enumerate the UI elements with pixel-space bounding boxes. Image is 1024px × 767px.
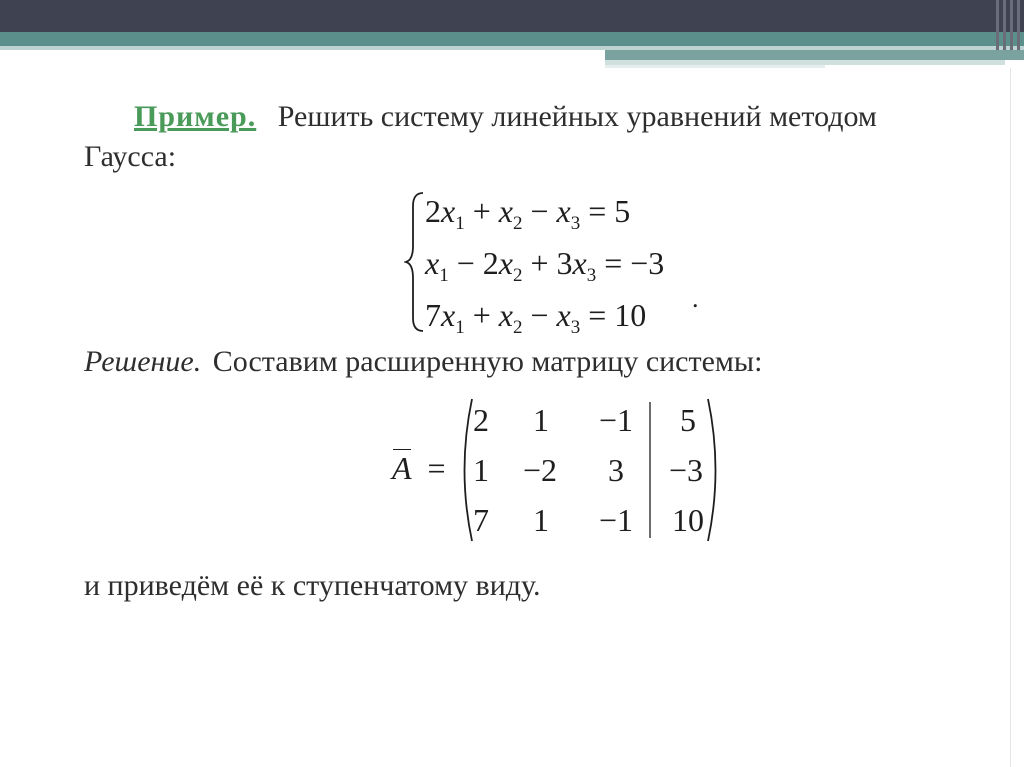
matrix-cell: 2 (473, 402, 489, 438)
matrix-name: A = (392, 450, 446, 486)
example-text: Решить систему линейных уравнений методом (277, 100, 877, 133)
header-vertical-bar (1003, 0, 1006, 50)
matrix-cell: 5 (680, 402, 696, 438)
system-brace (404, 190, 426, 334)
header-step-bar (605, 65, 825, 68)
matrix-cell: 1 (473, 452, 489, 488)
matrix-name-overline (393, 449, 411, 450)
header-vertical-bar (1010, 0, 1013, 50)
matrix-cell: −1 (598, 502, 634, 538)
slide-right-border (1010, 68, 1011, 767)
equation-3: $7x_1 + x_2 - x_3 = 10$ (425, 297, 647, 338)
solution-label: Решение. (84, 345, 202, 378)
header-vertical-bar (996, 0, 999, 50)
equation-1: $2x_1 + x_2 - x_3 = 5$ (425, 193, 631, 234)
matrix-cell: 1 (533, 502, 549, 538)
matrix-cell: 10 (672, 502, 704, 538)
solution-line (84, 344, 762, 380)
matrix-cell: 3 (608, 452, 624, 488)
matrix-cell: −3 (668, 452, 704, 488)
header-step-bar (605, 50, 1024, 60)
equation-2: $x_1 - 2x_2 + 3x_3 = -3$ (425, 245, 665, 286)
matrix-cell: 7 (473, 502, 489, 538)
system-terminator: . (692, 284, 699, 313)
header-band (0, 0, 1024, 32)
example-label: Пример. (134, 100, 257, 133)
conclusion-text: и приведём её к ступенчатому виду. (84, 569, 541, 602)
solution-text: Составим расширенную матрицу системы: (212, 345, 763, 378)
matrix-cell: 1 (533, 402, 549, 438)
example-text-continuation: Гаусса: (84, 140, 177, 173)
matrix-cell: −2 (522, 452, 558, 488)
matrix-cell: −1 (598, 402, 634, 438)
header-accent-band (0, 32, 1024, 46)
example-heading (134, 99, 877, 135)
header-vertical-bar (1017, 0, 1020, 50)
